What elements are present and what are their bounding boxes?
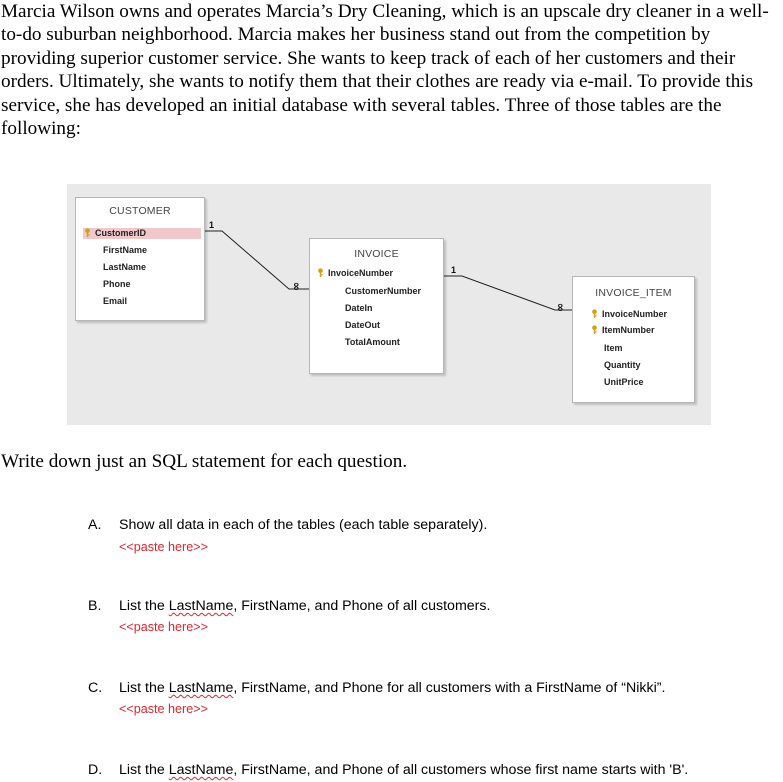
spellcheck-word: LastName: [168, 598, 234, 614]
paste-placeholder[interactable]: <<paste here>>: [119, 540, 208, 554]
question-letter: A.: [88, 517, 102, 533]
customer-table: [75, 197, 205, 321]
instruction-text: Write down just an SQL statement for each question.: [1, 451, 408, 472]
cardinality-many-label: ∞: [290, 281, 304, 292]
cardinality-one-label: 1: [451, 265, 457, 275]
question-text: Show all data in each of the tables (each table separately).: [119, 517, 488, 533]
invoice-item-field-unitprice: UnitPrice: [604, 377, 644, 387]
field-label: CustomerID: [95, 228, 147, 238]
field-label: InvoiceNumber: [328, 268, 394, 278]
cardinality-one-label: 1: [209, 220, 215, 230]
invoice-table-title: INVOICE: [354, 248, 399, 260]
customer-pk-field: [83, 228, 201, 239]
spellcheck-word: LastName: [168, 680, 234, 696]
invoice-field-datein: DateIn: [345, 303, 373, 313]
invoice-item-pk2-field: [590, 325, 655, 336]
key-icon: [316, 268, 325, 277]
question-text: List the LastName, FirstName, and Phone of all customers.: [119, 598, 491, 614]
field-label: ItemNumber: [602, 325, 655, 335]
invoice-table: [309, 238, 444, 374]
invoice-field-customernumber: CustomerNumber: [345, 286, 422, 296]
question-letter: D.: [88, 762, 103, 778]
invoice-field-dateout: DateOut: [345, 320, 381, 330]
customer-field-email: Email: [103, 296, 128, 306]
customer-table-title: CUSTOMER: [109, 205, 171, 217]
intro-paragraph: Marcia Wilson owns and operates Marcia’s Dry Cleaning, which is an upscale dry cleaner in a well-to-do suburban neighborhood. Marcia makes her business stand out from the competition by providing superior customer service. She wants to keep track of each of her customers and their orders. Ultimately, she wants to notify them that their clothes are ready via e-mail. To provide this service, she has developed an initial database with several tables. Three of those tables are the following:: [1, 1, 769, 140]
spellcheck-word: LastName: [168, 762, 234, 778]
key-icon: [590, 325, 599, 334]
invoice-field-totalamount: TotalAmount: [345, 337, 400, 347]
key-icon: [83, 228, 92, 237]
key-icon: [590, 309, 599, 318]
invoice-item-table-title: INVOICE_ITEM: [595, 287, 672, 299]
question-text: List the LastName, FirstName, and Phone of all customers whose first name starts with 'B'.: [119, 762, 689, 778]
field-label: InvoiceNumber: [602, 309, 668, 319]
invoice-item-pk1-field: [590, 309, 667, 320]
question-letter: C.: [88, 680, 103, 696]
invoice-pk-field: [316, 268, 393, 279]
invoice-item-field-item: Item: [604, 343, 623, 353]
invoice-item-field-quantity: Quantity: [604, 360, 641, 370]
cardinality-many-label: ∞: [554, 302, 568, 313]
paste-placeholder[interactable]: <<paste here>>: [119, 620, 208, 634]
er-diagram: [67, 184, 711, 425]
invoice-item-table: [572, 276, 695, 403]
question-letter: B.: [88, 598, 102, 614]
customer-field-firstname: FirstName: [103, 245, 148, 255]
customer-field-lastname: LastName: [103, 262, 147, 272]
question-text: List the LastName, FirstName, and Phone for all customers with a FirstName of “Nikki”.: [119, 680, 666, 696]
paste-placeholder[interactable]: <<paste here>>: [119, 702, 208, 716]
customer-field-phone: Phone: [103, 279, 131, 289]
